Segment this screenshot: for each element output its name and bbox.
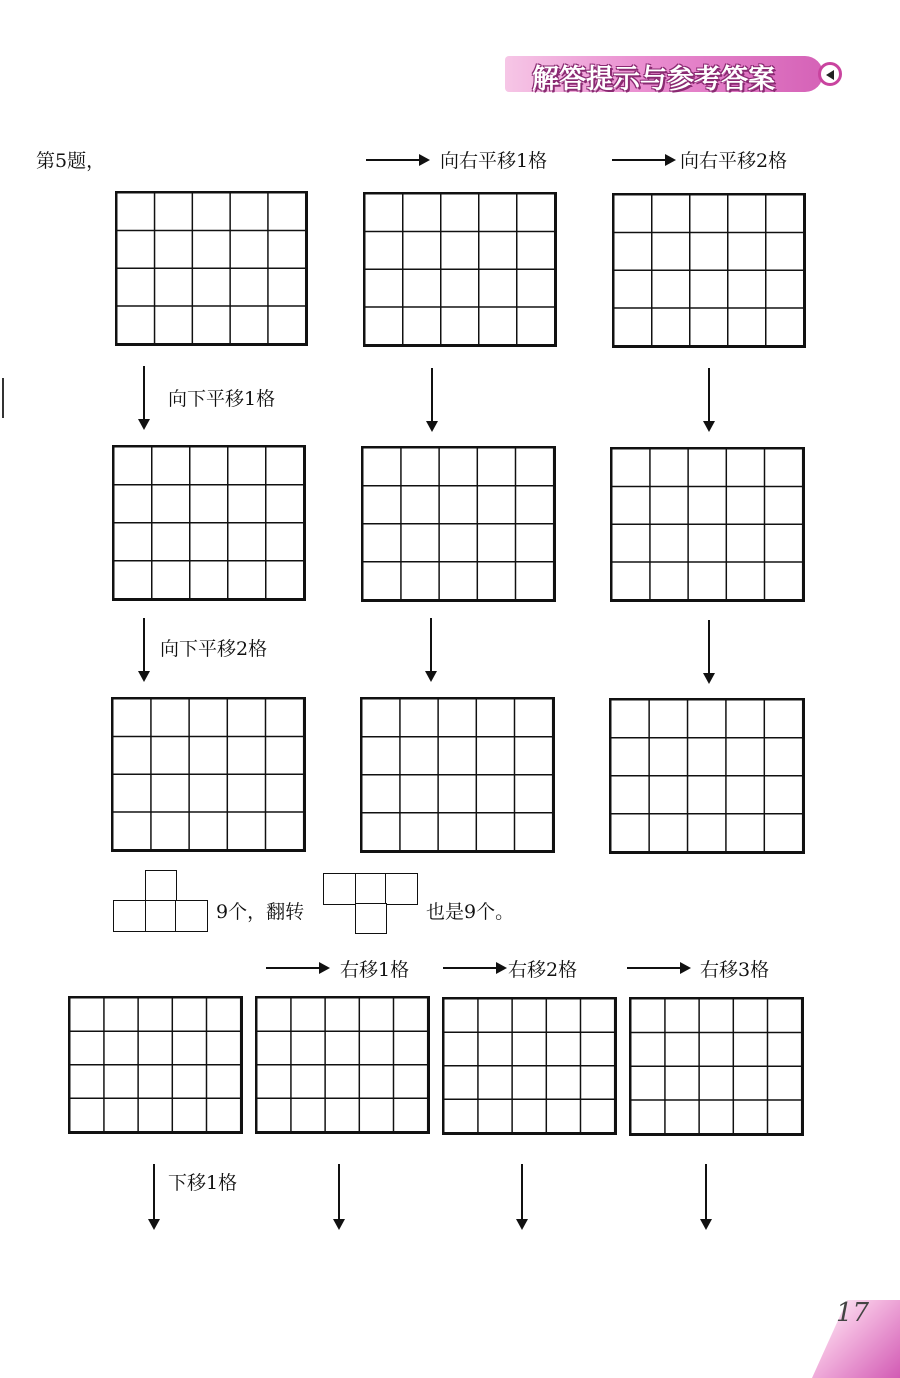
problem-label: 第5题，: [36, 150, 106, 172]
label-s2-down-1: 下移1格: [168, 1172, 238, 1194]
grid-s2-c4: [629, 997, 804, 1136]
grid-r1-c1: [115, 191, 308, 346]
down-arrow-r1-c1: [143, 366, 145, 428]
down-arrow-s2-c1: [153, 1164, 155, 1228]
down-arrow-r2-c2: [430, 618, 432, 680]
right-arrow-2: [612, 159, 674, 161]
right-arrow-s2-1: [266, 967, 328, 969]
grid-r2-c3: [610, 447, 805, 602]
down-arrow-r1-c2: [431, 368, 433, 430]
note-count-text: 9个，翻转: [216, 901, 305, 923]
down-arrow-r2-c1: [143, 618, 145, 680]
margin-mark: [2, 378, 4, 418]
label-s2-right-2: 右移2格: [508, 959, 578, 981]
triangle-left-icon: [818, 62, 842, 86]
label-s2-right-3: 右移3格: [700, 959, 770, 981]
grid-r2-c1: [112, 445, 306, 601]
right-arrow-s2-3: [627, 967, 689, 969]
right-arrow-s2-2: [443, 967, 505, 969]
down-arrow-s2-c3: [521, 1164, 523, 1228]
down-arrow-s2-c2: [338, 1164, 340, 1228]
grid-r2-c2: [361, 446, 556, 602]
down-arrow-r1-c3: [708, 368, 710, 430]
note-also-text: 也是9个。: [426, 901, 515, 923]
label-down-1: 向下平移1格: [168, 388, 276, 410]
label-s2-right-1: 右移1格: [340, 959, 410, 981]
grid-r1-c3: [612, 193, 806, 348]
grid-s2-c2: [255, 996, 430, 1134]
down-arrow-r2-c3: [708, 620, 710, 682]
grid-r3-c1: [111, 697, 306, 852]
page-number: 17: [836, 1298, 870, 1328]
grid-s2-c3: [442, 997, 617, 1135]
right-arrow-1: [366, 159, 428, 161]
label-right-1: 向右平移1格: [440, 150, 548, 172]
label-right-2: 向右平移2格: [680, 150, 788, 172]
header-title: 解答提示与参考答案: [532, 64, 775, 95]
grid-r3-c2: [360, 697, 555, 853]
grid-r3-c3: [609, 698, 805, 854]
down-arrow-s2-c4: [705, 1164, 707, 1228]
label-down-2: 向下平移2格: [160, 638, 268, 660]
grid-s2-c1: [68, 996, 243, 1134]
grid-r1-c2: [363, 192, 557, 347]
